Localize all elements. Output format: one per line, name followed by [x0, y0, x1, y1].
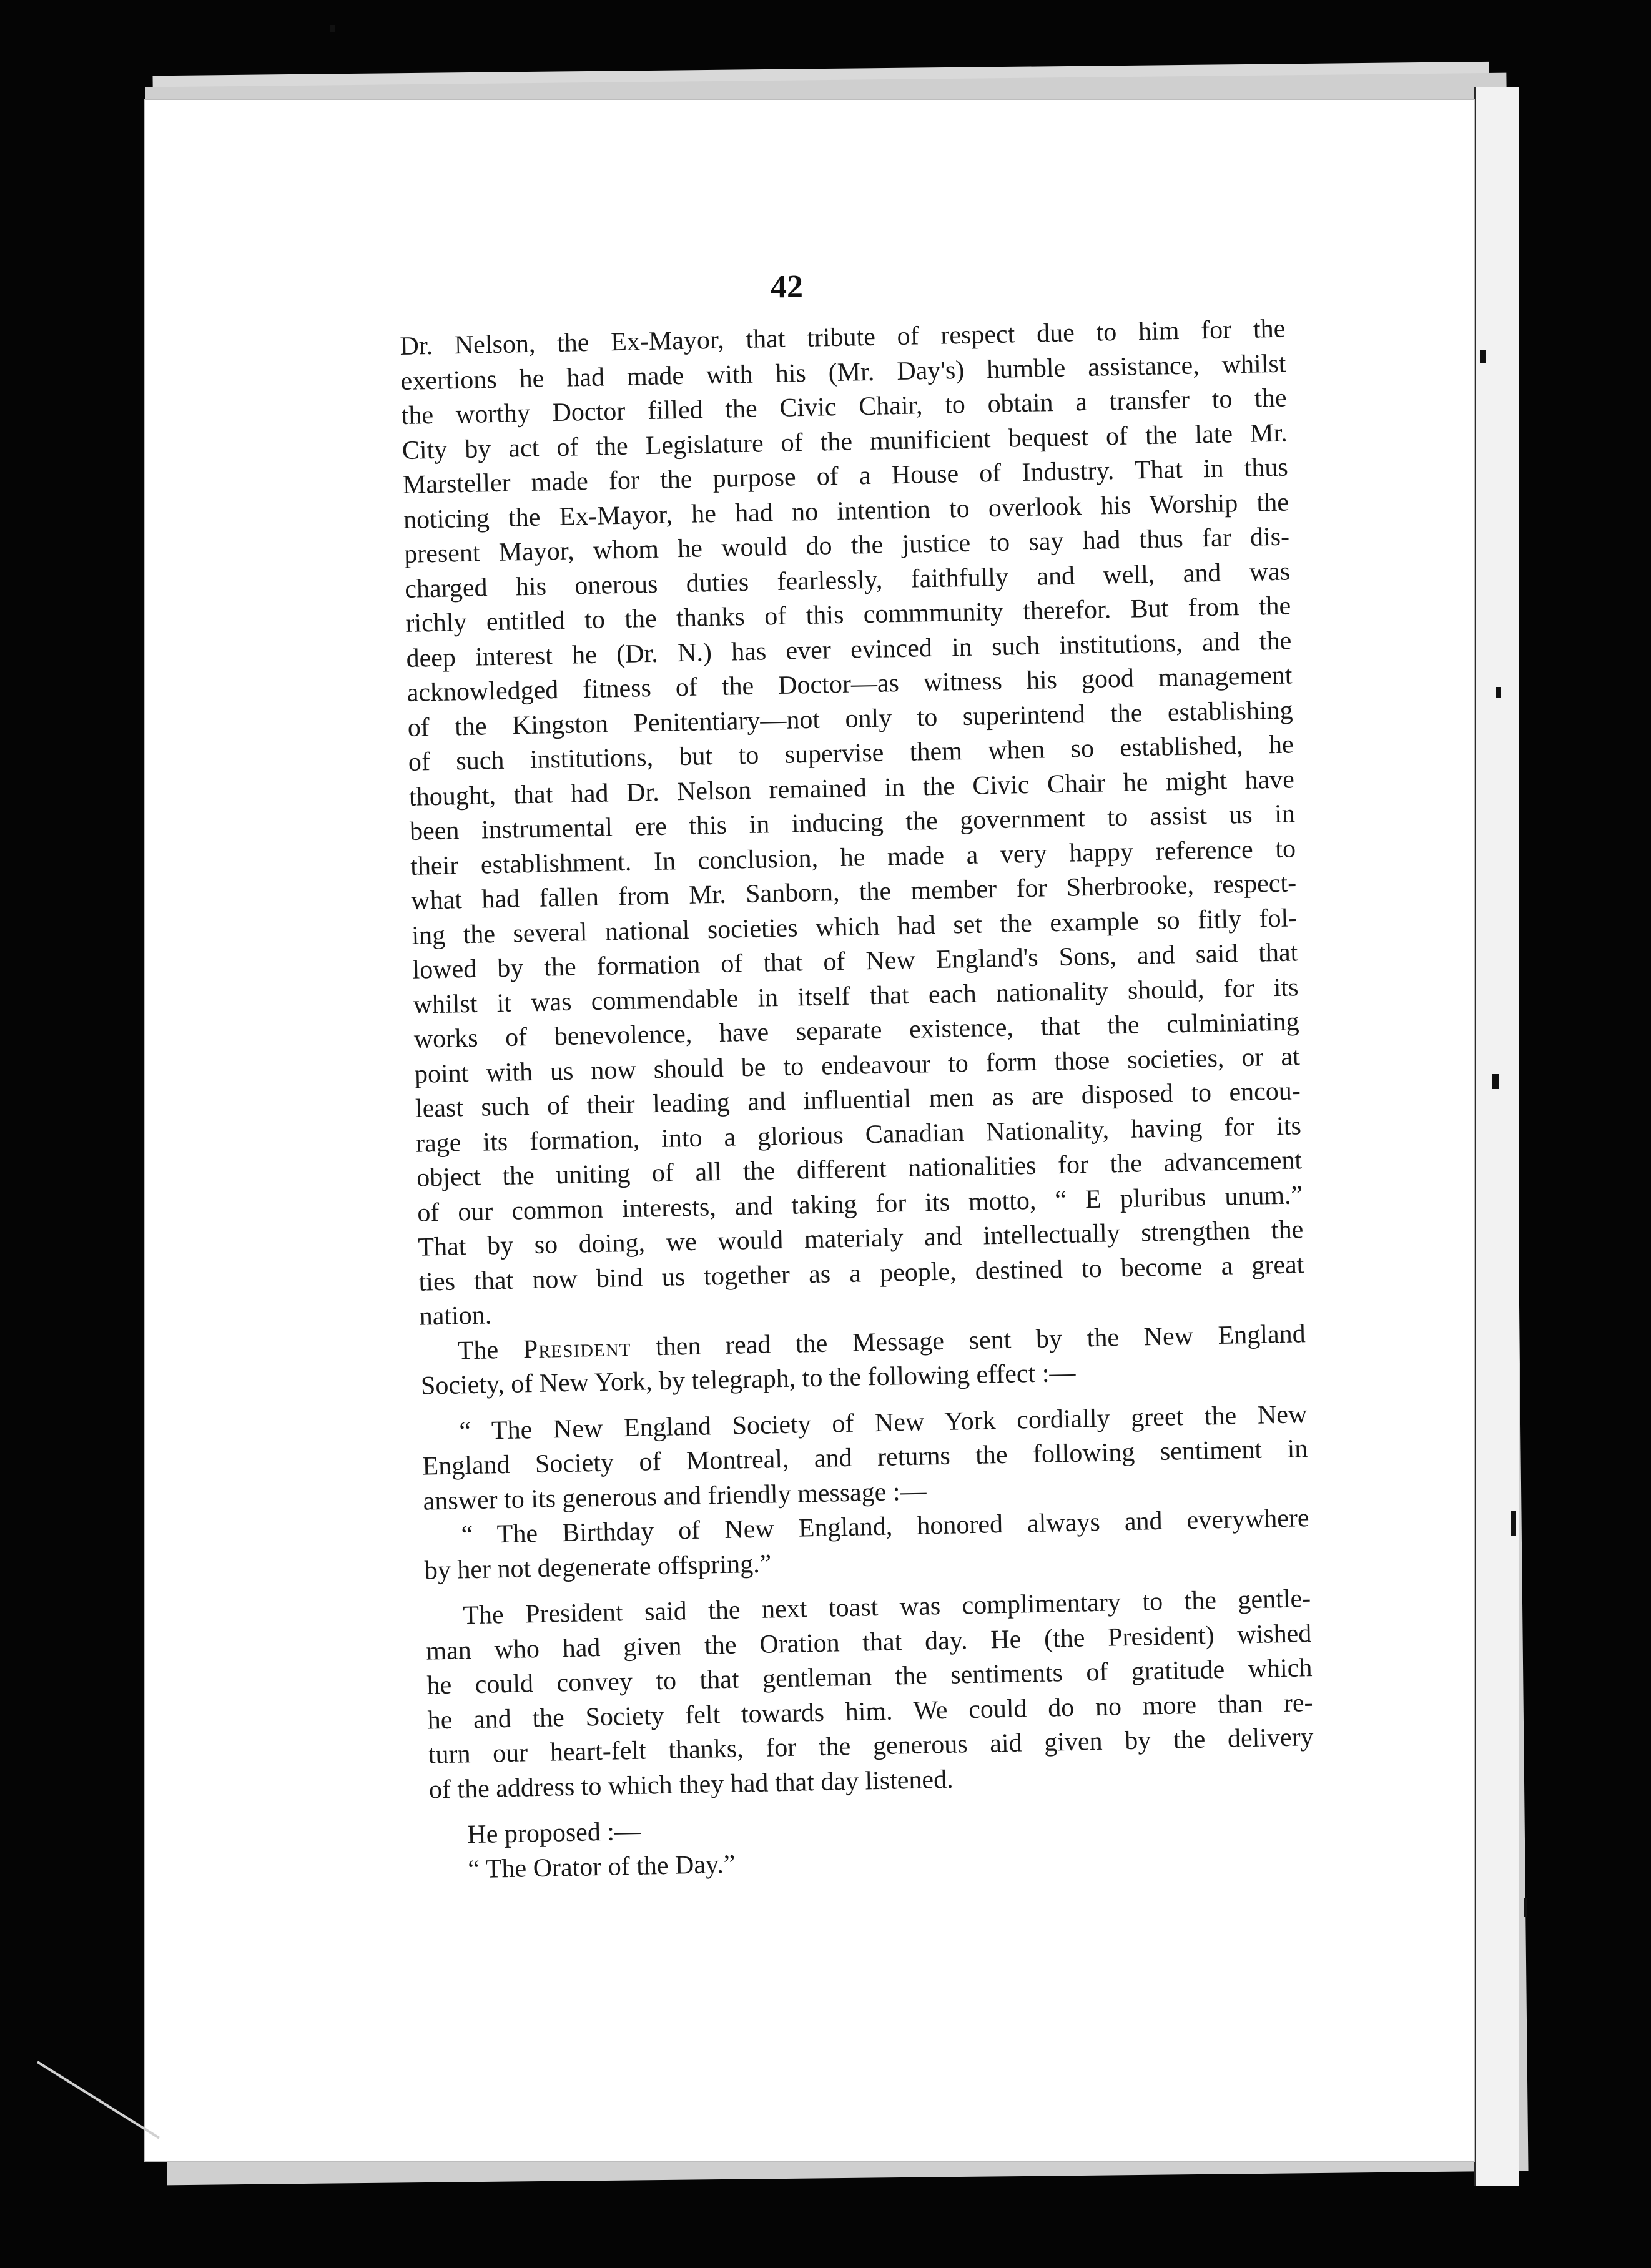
text-line: “ The Birthday of New England, honored always and everywhere	[461, 1504, 1309, 1550]
text-line: Society, of New York, by telegraph, to the following effect :—	[420, 1358, 1076, 1401]
text-line: City by act of the Legislature of the munificient bequest of the late Mr.	[402, 418, 1288, 465]
text-line: acknowledged fitness of the Doctor—as witness his good management	[407, 661, 1293, 708]
text-line: thought, that had Dr. Nelson remained in the Civic Chair he might have	[408, 764, 1295, 812]
scan-speck	[1511, 1511, 1516, 1536]
scan-speck	[1492, 1074, 1499, 1089]
lead-prefix: The	[457, 1334, 524, 1365]
text-line: of our common interests, and taking for its motto, “ E pluribus unum.”	[416, 1180, 1303, 1228]
text-line: point with us now should be to endeavour to form those societies, or at	[414, 1042, 1301, 1089]
text-line: by her not degenerate offspring.”	[424, 1549, 772, 1585]
text-line: England Society of Montreal, and returns the following sentiment in	[422, 1434, 1308, 1481]
text-line: object the uniting of all the different nationalities for the advancement	[416, 1146, 1303, 1193]
text-line: noticing the Ex-Mayor, he had no intention to overlook his Worship the	[403, 487, 1289, 535]
adjacent-page-edge	[1474, 87, 1519, 2186]
scan-scratch	[37, 2061, 160, 2139]
page-text	[400, 312, 1316, 1888]
text-line: of such institutions, but to supervise them when so established, he	[408, 730, 1294, 777]
text-line: lowed by the formation of that of New England's Sons, and said that	[412, 938, 1298, 985]
paragraph-3	[421, 1398, 1309, 1519]
text-line: deep interest he (Dr. N.) has ever evinced in such institutions, and the	[406, 626, 1292, 673]
text-line: “ The Orator of the Day.”	[468, 1850, 736, 1884]
text-line: least such of their leading and influential men as are disposed to encou-	[415, 1077, 1301, 1123]
text-line: ing the several national societies which had set the example so fitly fol-	[412, 903, 1298, 950]
text-line: he could convey to that gentleman the sentiments of gratitude which	[426, 1654, 1313, 1700]
scan-speck	[1524, 1898, 1527, 1917]
text-line: present Mayor, whom he would do the justice to say had thus far dis-	[403, 522, 1290, 569]
president-smallcaps: President	[523, 1333, 631, 1364]
text-line: The President said the next toast was complimentary to the gentle-	[462, 1584, 1311, 1630]
text-line: their establishment. In conclusion, he made a very happy reference to	[410, 834, 1296, 881]
scan-speck	[1496, 687, 1501, 698]
text-line: He proposed :—	[466, 1817, 641, 1850]
page-number: 42	[771, 269, 803, 305]
text-line: richly entitled to the thanks of this commmunity therefor. But from the	[405, 591, 1291, 638]
paragraph-5	[425, 1582, 1314, 1807]
text-line: Marsteller made for the purpose of a House of Industry. That in thus	[402, 453, 1289, 500]
text-line: Dr. Nelson, the Ex-Mayor, that tribute of respect due to him for the	[400, 314, 1286, 361]
text-line: exertions he had made with his (Mr. Day's) humble assistance, whilst	[400, 349, 1286, 396]
text-line-rest: then read the Message sent by the New England	[655, 1319, 1306, 1361]
text-line: the worthy Doctor filled the Civic Chair, to obtain a transfer to the	[401, 383, 1287, 430]
text-line: whilst it was commendable in itself that each nationality should, for its	[413, 972, 1299, 1020]
text-line: turn our heart-felt thanks, for the generous aid given by the delivery	[428, 1723, 1314, 1770]
text-line: he and the Society felt towards him. We could do no more than re-	[427, 1688, 1313, 1735]
text-line: of the Kingston Penitentiary—not only to superintend the establishing	[407, 695, 1293, 742]
text-line: of the address to which they had that day listened.	[428, 1765, 954, 1805]
text-line: what had fallen from Mr. Sanborn, the member for Sherbrooke, respect-	[410, 869, 1297, 915]
scan-speck	[1480, 350, 1486, 363]
text-line: rage its formation, into a glorious Canadian Nationality, having for its	[415, 1111, 1302, 1158]
text-line: nation.	[419, 1301, 492, 1331]
text-line: answer to its generous and friendly message :—	[423, 1476, 927, 1516]
scan-speck	[330, 25, 335, 32]
text-line: “ The New England Society of New York cordially greet the New	[458, 1399, 1308, 1446]
text-line: been instrumental ere this in inducing the government to assist us in	[409, 799, 1296, 846]
text-line: works of benevolence, have separate existence, that the culminiating	[413, 1007, 1299, 1054]
paragraph-1	[400, 312, 1305, 1335]
text-line: ties that now bind us together as a people, destined to become a great	[418, 1250, 1304, 1297]
text-line: That by so doing, we would materialy and intellectually strengthen the	[418, 1215, 1304, 1262]
text-line: man who had given the Oration that day. He (the President) wished	[426, 1619, 1312, 1666]
text-line: charged his onerous duties fearlessly, faithfully and well, and was	[404, 556, 1291, 604]
